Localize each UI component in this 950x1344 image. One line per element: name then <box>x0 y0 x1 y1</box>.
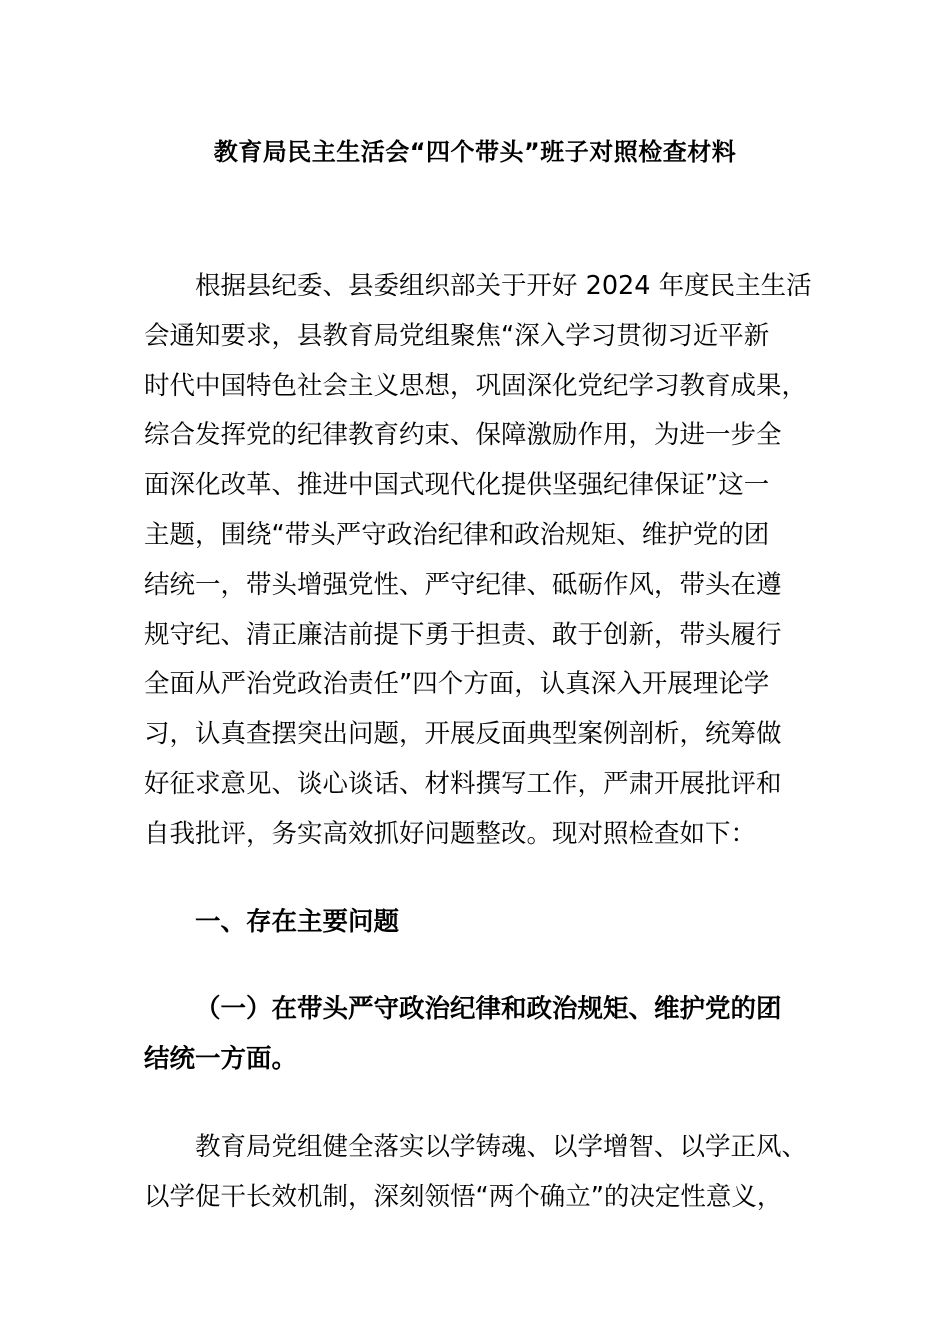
body-paragraph <box>144 1123 808 1223</box>
intro-line: 好征求意见、谈心谈话、材料撰写工作，严肃开展批评和 <box>144 768 782 799</box>
intro-paragraph <box>144 262 812 860</box>
intro-line: 根据县纪委、县委组织部关于开好 2024 年度民主生活 <box>195 271 812 301</box>
body-line: 教育局党组健全落实以学铸魂、以学增智、以学正风、 <box>195 1131 808 1162</box>
intro-line: 结统一，带头增强党性、严守纪律、砥砺作风，带头在遵 <box>144 569 782 600</box>
document-body <box>144 262 812 1223</box>
section-heading-text: 一、存在主要问题 <box>195 906 400 937</box>
body-line: 以学促干长效机制，深刻领悟“两个确立”的决定性意义， <box>144 1181 783 1212</box>
intro-line: 全面从严治党政治责任”四个方面，认真深入开展理论学 <box>144 669 770 700</box>
intro-line: 自我批评，务实高效抓好问题整改。现对照检查如下： <box>144 818 757 849</box>
document-title: 教育局民主生活会“四个带头”班子对照检查材料 <box>213 138 737 166</box>
intro-line: 综合发挥党的纪律教育约束、保障激励作用，为进一步全 <box>144 420 782 451</box>
subsection-heading-line: 结统一方面。 <box>144 1044 298 1075</box>
subsection-heading-line: （一）在带头严守政治纪律和政治规矩、维护党的团 <box>195 994 782 1025</box>
intro-line: 主题，围绕“带头严守政治纪律和政治规矩、维护党的团 <box>144 519 770 550</box>
intro-line: 面深化改革、推进中国式现代化提供坚强纪律保证”这一 <box>144 470 770 501</box>
intro-line: 时代中国特色社会主义思想，巩固深化党纪学习教育成果， <box>144 370 808 401</box>
subsection-heading <box>144 985 808 1085</box>
intro-line: 习，认真查摆突出问题，开展反面典型案例剖析，统筹做 <box>144 719 782 750</box>
intro-line: 规守纪、清正廉洁前提下勇于担责、敢于创新，带头履行 <box>144 619 782 650</box>
section-heading <box>144 898 808 948</box>
intro-line: 会通知要求，县教育局党组聚焦“深入学习贯彻习近平新 <box>144 320 770 351</box>
